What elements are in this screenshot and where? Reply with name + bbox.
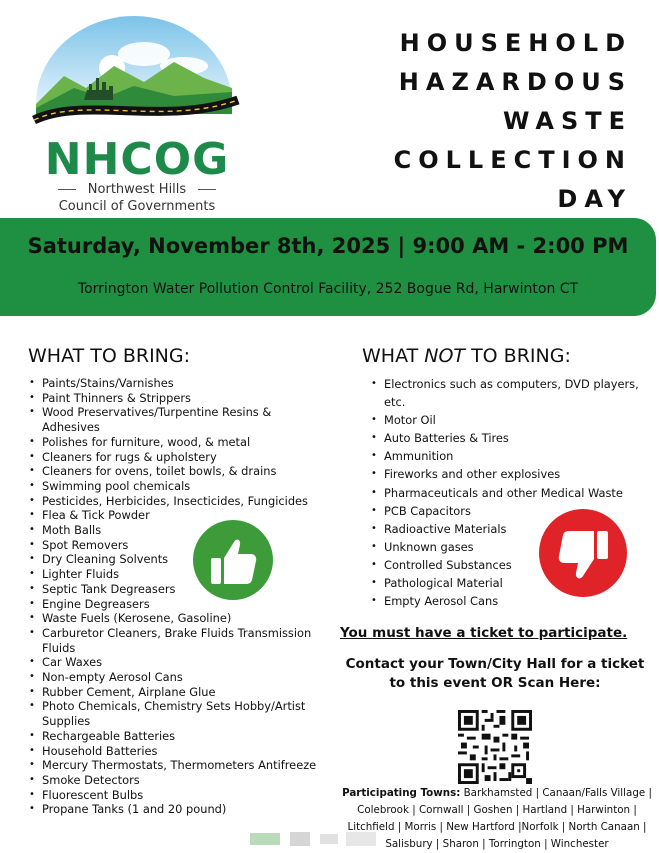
list-item: • Waste Fuels (Kerosene, Gasoline) [29, 611, 331, 626]
list-item: • Car Waxes [29, 655, 331, 670]
event-location: Torrington Water Pollution Control Facility, 252 Bogue Rd, Harwinton CT [77, 281, 579, 297]
list-item: • Cleaners for rugs & upholstery [29, 450, 331, 465]
logo-subtitle-line1: Northwest Hills [87, 182, 187, 197]
list-item: • Paint Thinners & Strippers [29, 391, 331, 406]
list-item: • Mercury Thermostats, Thermometers Antifreeze [29, 758, 331, 773]
what-not-to-bring-heading [362, 345, 571, 367]
list-item: • Moth Balls [29, 523, 331, 538]
what-to-bring-list [29, 376, 331, 817]
list-item: • Rubber Cement, Airplane Glue [29, 685, 331, 700]
event-date-time: Saturday, November 8th, 2025 | 9:00 AM - 2:00 PM [27, 234, 629, 258]
contact-instructions: Contact your Town/City Hall for a ticket to this event OR Scan Here: [345, 656, 645, 691]
list-item: • Smoke Detectors [29, 773, 331, 788]
list-item: • Pesticides, Herbicides, Insecticides, Fungicides [29, 494, 331, 509]
list-item: • Non-empty Aerosol Cans [29, 670, 331, 685]
list-item: • Lighter Fluids [29, 567, 331, 582]
title-line: COLLECTION [393, 146, 632, 174]
list-item: • Paints/Stains/Varnishes [29, 376, 331, 391]
list-item: • Polishes for furniture, wood, & metal [29, 435, 331, 450]
thumbs-up-icon [193, 520, 273, 600]
title-line: WASTE [502, 107, 632, 135]
list-item: • Cleaners for ovens, toilet bowls, & drains [29, 464, 331, 479]
mountain-road-emblem [24, 16, 244, 141]
footer-decoration [250, 830, 380, 848]
list-item: • Empty Aerosol Cans [371, 592, 641, 610]
list-item: • Swimming pool chemicals [29, 479, 331, 494]
title-line: HAZARDOUS [398, 68, 632, 96]
logo-subtitle-line2: Council of Governments [58, 199, 216, 214]
list-item: • Dry Cleaning Solvents [29, 552, 331, 567]
thumbs-down-icon [539, 509, 627, 597]
event-banner [0, 218, 656, 316]
list-item: • Controlled Substances [371, 556, 641, 574]
towns-label: Participating Towns: [342, 787, 461, 799]
list-item: • Auto Batteries & Tires [371, 429, 641, 447]
event-title [393, 24, 632, 219]
list-item: • Pharmaceuticals and other Medical Waste [371, 484, 641, 502]
ticket-required-notice: You must have a ticket to participate. [340, 625, 628, 641]
participating-towns [338, 785, 656, 853]
nhcog-logo [24, 16, 244, 216]
list-item: • Rechargeable Batteries [29, 729, 331, 744]
list-item: • Unknown gases [371, 538, 641, 556]
title-line: HOUSEHOLD [399, 29, 632, 57]
heading-prefix: WHAT [362, 345, 425, 367]
list-item: • Propane Tanks (1 and 20 pound) [29, 802, 331, 817]
title-line: DAY [557, 185, 632, 213]
list-item: • Wood Preservatives/Turpentine Resins & Adhesives [29, 405, 331, 434]
list-item: • Pathological Material [371, 574, 641, 592]
list-item: • Radioactive Materials [371, 520, 641, 538]
list-item: • Motor Oil [371, 411, 641, 429]
list-item: • Household Batteries [29, 744, 331, 759]
list-item: • PCB Capacitors [371, 502, 641, 520]
heading-emphasis: NOT [424, 345, 466, 367]
list-item: • Fluorescent Bulbs [29, 788, 331, 803]
what-to-bring-heading: WHAT TO BRING: [28, 345, 191, 367]
list-item: • Electronics such as computers, DVD players, etc. [371, 375, 641, 411]
heading-suffix: TO BRING: [465, 345, 571, 367]
list-item: • Septic Tank Degreasers [29, 582, 331, 597]
list-item: • Carburetor Cleaners, Brake Fluids Transmission Fluids [29, 626, 331, 655]
list-item: • Spot Removers [29, 538, 331, 553]
list-item: • Engine Degreasers [29, 597, 331, 612]
list-item: • Fireworks and other explosives [371, 465, 641, 483]
towns-list: Barkhamsted | Canaan/Falls Village | Colebrook | Cornwall | Goshen | Hartland | Harwinton | Litchfield | Morris | New Hartford |Norfolk | North Canaan | Salisbury | Sharon | Torrington | Winchester [347, 787, 652, 850]
list-item: • Photo Chemicals, Chemistry Sets Hobby/Artist Supplies [29, 699, 331, 728]
list-item: • Flea & Tick Powder [29, 508, 331, 523]
logo-acronym: NHCOG [44, 134, 230, 185]
qr-code[interactable] [458, 710, 532, 784]
list-item: • Ammunition [371, 447, 641, 465]
